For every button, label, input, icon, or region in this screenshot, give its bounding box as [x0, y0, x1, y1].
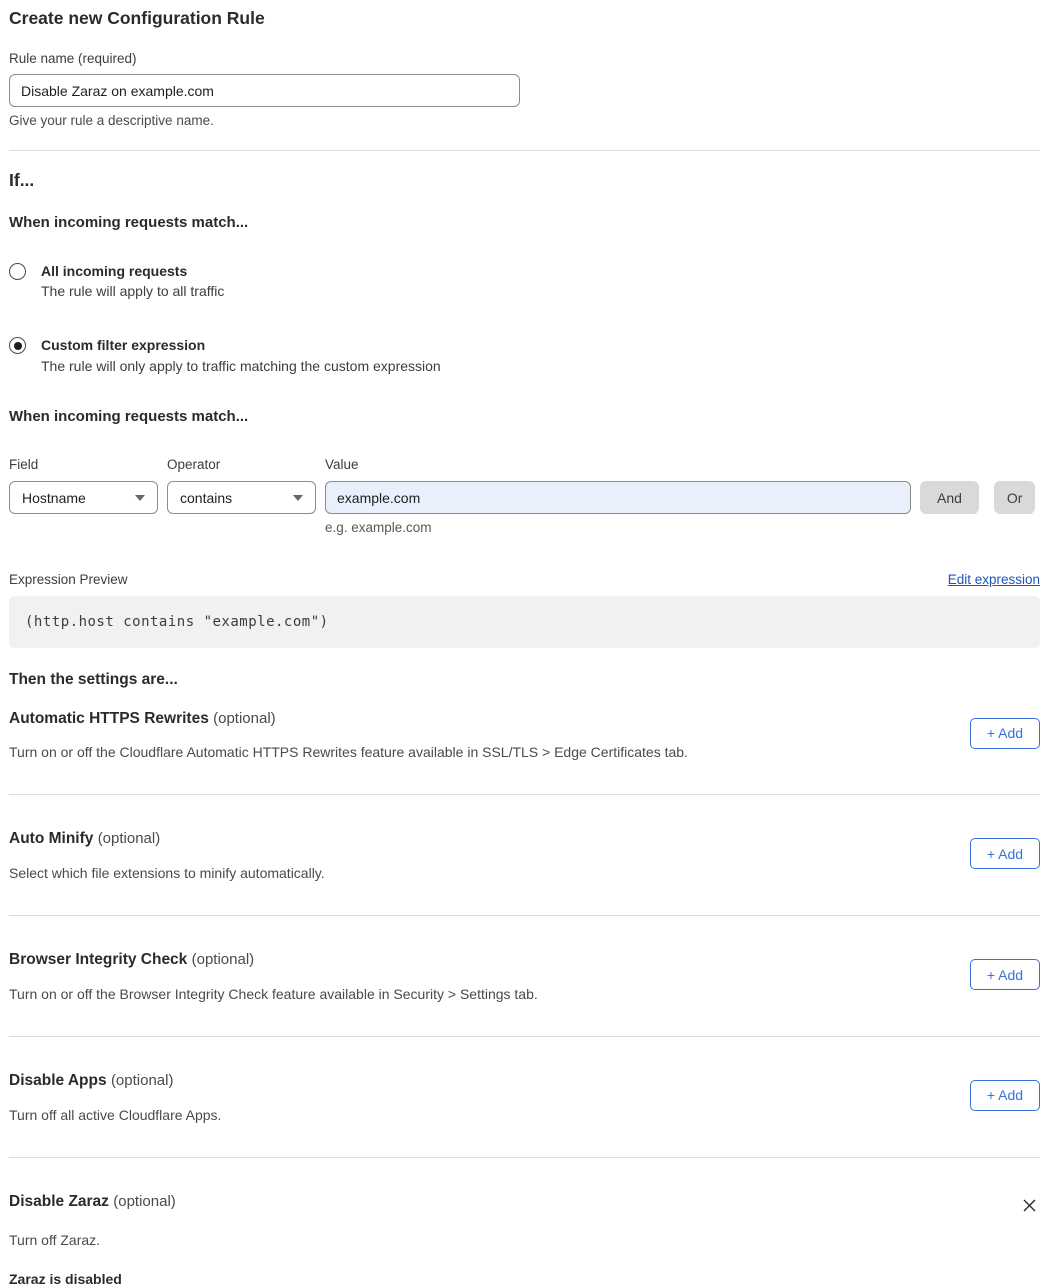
expression-preview-box	[9, 596, 1040, 648]
expression-preview-label: Expression Preview	[9, 572, 128, 588]
close-icon	[1021, 1197, 1038, 1214]
radio-unchecked-icon[interactable]	[9, 263, 26, 280]
setting-section-automatic-https-rewrites	[9, 710, 1040, 762]
edit-expression-link[interactable]: Edit expression	[947, 572, 1040, 588]
setting-description: Turn on or off the Cloudflare Automatic HTTPS Rewrites feature available in SSL/TLS > Edge Certificates tab.	[9, 744, 688, 761]
setting-section-disable-zaraz	[9, 1193, 1040, 1287]
optional-tag: (optional)	[97, 830, 161, 848]
chevron-down-icon	[135, 495, 145, 501]
radio-option-label: All incoming requests	[41, 262, 188, 279]
divider	[9, 1036, 1040, 1037]
operator-select[interactable]	[167, 481, 316, 514]
builder-row	[9, 481, 1040, 514]
zaraz-status-label: Zaraz is disabled	[9, 1270, 122, 1287]
setting-description: Turn on or off the Browser Integrity Check feature available in Security > Settings tab.	[9, 985, 538, 1002]
builder-heading: When incoming requests match...	[9, 408, 249, 426]
field-select[interactable]	[9, 481, 158, 514]
setting-description: Turn off all active Cloudflare Apps.	[9, 1106, 222, 1123]
divider	[9, 794, 1040, 795]
rule-name-help: Give your rule a descriptive name.	[9, 113, 214, 129]
radio-option-all-requests[interactable]	[9, 261, 1040, 302]
field-column-label: Field	[9, 456, 39, 472]
setting-title: Disable Zaraz (optional)	[9, 1192, 176, 1210]
setting-section-browser-integrity-check	[9, 951, 1040, 1003]
optional-tag: (optional)	[113, 1192, 176, 1210]
match-heading: When incoming requests match...	[9, 214, 249, 232]
and-button[interactable]: And	[920, 481, 979, 514]
setting-title: Automatic HTTPS Rewrites (optional)	[9, 709, 276, 727]
optional-tag: (optional)	[191, 951, 255, 969]
operator-column-label: Operator	[167, 456, 221, 472]
expression-preview-header	[9, 572, 1040, 587]
radio-option-description: The rule will only apply to traffic matching the custom expression	[41, 357, 441, 374]
setting-description: Turn off Zaraz.	[9, 1231, 101, 1248]
rule-name-label: Rule name (required)	[9, 50, 137, 66]
or-button[interactable]: Or	[994, 481, 1036, 514]
add-disable-apps-button[interactable]: + Add	[970, 1080, 1040, 1111]
setting-section-auto-minify	[9, 830, 1040, 882]
setting-title: Browser Integrity Check (optional)	[9, 951, 255, 969]
divider	[9, 915, 1040, 916]
optional-tag: (optional)	[110, 1071, 174, 1089]
value-column-label: Value	[325, 456, 359, 472]
value-hint: e.g. example.com	[325, 520, 432, 535]
divider	[9, 150, 1040, 151]
setting-description: Select which file extensions to minify automatically.	[9, 864, 325, 881]
expression-code: (http.host contains "example.com")	[25, 614, 329, 631]
rule-name-input[interactable]	[9, 74, 520, 107]
page-title: Create new Configuration Rule	[9, 8, 265, 28]
setting-title: Disable Apps (optional)	[9, 1071, 174, 1089]
setting-section-disable-apps	[9, 1072, 1040, 1124]
add-automatic-https-rewrites-button[interactable]: + Add	[970, 718, 1040, 749]
setting-title: Auto Minify (optional)	[9, 830, 161, 848]
divider	[9, 1157, 1040, 1158]
then-heading: Then the settings are...	[9, 671, 178, 689]
add-auto-minify-button[interactable]: + Add	[970, 838, 1040, 869]
value-input[interactable]	[325, 481, 911, 514]
optional-tag: (optional)	[213, 709, 276, 727]
chevron-down-icon	[293, 495, 303, 501]
builder-column-labels	[9, 457, 1040, 473]
add-browser-integrity-check-button[interactable]: + Add	[970, 959, 1040, 990]
operator-select-value: contains	[180, 489, 233, 506]
if-heading: If...	[9, 170, 35, 191]
remove-disable-zaraz-button[interactable]	[1019, 1195, 1040, 1216]
radio-checked-icon[interactable]	[9, 337, 26, 354]
radio-option-custom-filter[interactable]	[9, 335, 1040, 376]
field-select-value: Hostname	[22, 489, 86, 506]
radio-option-description: The rule will apply to all traffic	[41, 283, 225, 300]
radio-option-label: Custom filter expression	[41, 337, 206, 354]
